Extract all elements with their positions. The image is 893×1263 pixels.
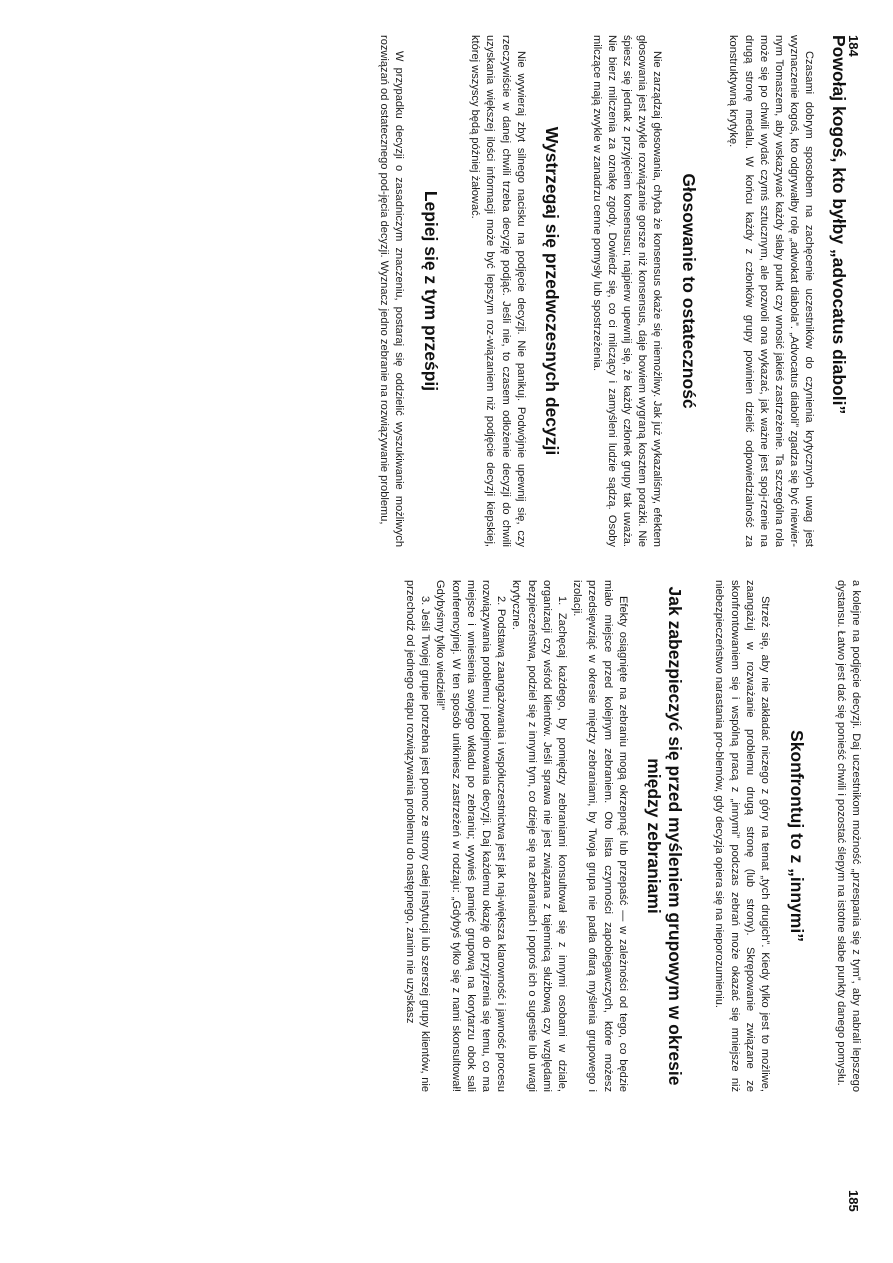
page-number-left: 184 xyxy=(846,35,861,57)
paragraph: Strzeż się, aby nie zakładać niczego z góry na temat „tych drugich”. Kiedy tylko jest to możliwe, zaangażuj w rozważanie problemu drugą stronę (lub strony). Skrępowanie związane ze skonfrontowaniem się i wspólną pracą z „innymi” podczas zebrań może okazać się mniejsze niż niebezpieczeństwo narastania pro-blemów, gdy decyzja opiera się na nieporozumieniu. xyxy=(713,580,771,1092)
page-number-right: 185 xyxy=(846,1190,861,1212)
list-item: 3. Jeśli Twojej grupie potrzebna jest pomoc ze strony całej instytucji lub szerszej grupy klientów, nie przechodź od jednego etapu rozwiązywania problemu do następnego, zanim nie uzyskasz xyxy=(404,580,432,1092)
paragraph: Efekty osiągnięte na zebraniu mogą okrzepnąć lub przepaść — w zależności od tego, co będzie miało miejsce przed kolejnym zebraniem. Oto lista czynności zapobiegawczych, które możesz przedsięwziąć w okresie między zebraniami, by Twoja grupa nie padła ofiarą myślenia grupowego i izolacji. xyxy=(571,580,629,1092)
section-heading-myslenie-grupowe: Jak zabezpieczyć się przed myśleniem grupowym w okresie między zebraniami xyxy=(644,586,686,1086)
paragraph: W przypadku decyzji o zasadniczym znaczeniu, postaraj się oddzielić wyszukiwanie możliwych rozwiązań od ostatecznego pod-jęcia decyzji. Wyznacz jedno zebranie na rozwiązywanie problemu, xyxy=(378,35,406,547)
section-heading-advocatus: Powołaj kogoś, kto byłby „advocatus diaboli” xyxy=(829,35,849,415)
paragraph: Nie zarządzaj głosowania, chyba że konsensus okaże się niemożliwy. Jak już wykazaliśmy, efektem głosowania jest zwykle rozwiązanie gorsze niż konsensus, daje bowiem wygraną kosztem porażki. Nie śpiesz się jednak z przyjęciem konsensusu; najpierw upewnij się, że każdy członek grupy tak uważa. Nie bierz milczenia za oznakę zgody. Dowiedz się, co ci milczący i zamyśleni ludzie sądzą. Osoby milczące mają zwykle w zanadrzu cenne pomysły lub spostrzeżenia. xyxy=(590,35,664,547)
paragraph: Nie wywieraj zbyt silnego nacisku na podjęcie decyzji. Nie panikuj. Podwójnie upewnij się, czy rzeczywiście w danej chwili trzeba decyzję podjąć. Jeśli nie, to czasem odłożenie decyzji do chwili uzyskania większej ilości informacji może być lepszym roz-wiązaniem niż podjęcie decyzji kiepskiej, której wszyscy będą później żałować. xyxy=(469,35,527,547)
paragraph-continuation: a kolejne na podjęcie decyzji. Daj uczestnikom możność „przespania się z tym”, aby nabrali lepszego dystansu. Łatwo jest dać się ponieść chwili i pozostać ślepym na istotne słabe punkty danego pomysłu. xyxy=(834,580,862,1092)
section-heading-przedwczesne: Wystrzegaj się przedwczesnych decyzji xyxy=(542,126,563,456)
list-item: 2. Podstawą zaangażowania i współuczestnictwa jest jak naj-większa klarowność i jawność procesu rozwiązywania problemu i podejmowania decyzji. Daj każdemu okazję do przyjrzenia się temu, co ma miejsce i wniesienia swojego wkładu po zebraniu; wywieś pamięć grupową na korytarzu obok sali konferencyjnej. W ten sposób unikniesz zastrzeżeń w rodzaju: „Gdybyś tylko się z nami skonsultował! Gdybyśmy tylko wiedzieli!” xyxy=(434,580,508,1092)
section-heading-glosowanie: Głosowanie to ostateczność xyxy=(679,173,700,409)
section-heading-skonfrontuj: Skonfrontuj to z „innymi” xyxy=(786,730,807,942)
paragraph: Czasami dobrym sposobem na zachęcenie uczestników do czynienia krytycznych uwag jest wyznaczenie kogoś, kto odgrywałby rolę „adwokat diabola”. „Advocatus diaboli” zgadza się być niewier-nym Tomaszem, aby wskazywać każdy słaby punkt czy wnosić jakieś zastrzeżenie. Ta szczególna rola może się po chwili wydać czymś sztucznym, ale pozwoli ona wykazać, jak ważne jest spoj-rzenie na drugą stronę medalu. W końcu każdy z członków grupy powinien dzielić odpowiedzialność za konstruktywną krytykę. xyxy=(727,35,816,547)
list-item: 1. Zachęcaj każdego, by pomiędzy zebraniami konsultował się z innymi osobami w dziale, organizacji czy wśród klientów. Jeśli sprawa nie jest związana z tajemnicą służbową czy względami bezpieczeństwa, podziel się z innymi tym, co dzieje się na zebraniach i poproś ich o sugestie lub uwagi krytyczne. xyxy=(510,580,569,1092)
page-184 xyxy=(3,35,863,547)
page-185 xyxy=(3,580,863,1092)
section-heading-przespij: Lepiej się z tym prześpij xyxy=(421,190,442,392)
